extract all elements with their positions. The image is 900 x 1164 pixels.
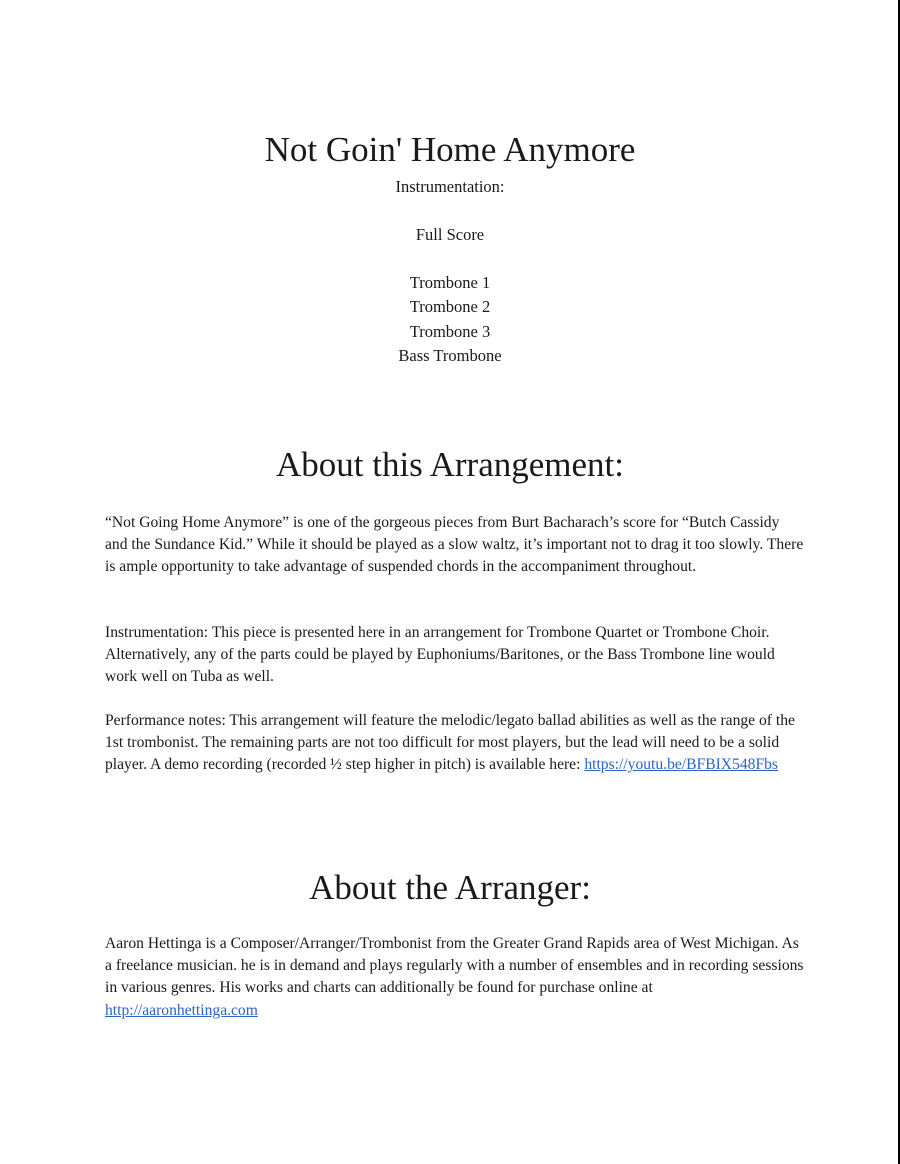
performance-notes-paragraph	[105, 710, 805, 777]
arranger-website-link[interactable]: http://aaronhettinga.com	[105, 1001, 258, 1019]
part-item: Bass Trombone	[398, 345, 502, 365]
part-item: Trombone 1	[409, 273, 491, 292]
about-arranger-heading: About the Arranger:	[309, 868, 591, 907]
parts-list	[0, 271, 900, 368]
instrumentation-label: Instrumentation:	[395, 177, 505, 196]
performance-notes-text: Performance notes: This arrangement will feature the melodic/legato ballad abilities as well as the range of the 1st trombonist. The remaining parts are not too difficult for most players, but the lead will need to be a solid player. A demo recording (recorded ½ step higher in pitch) is available here:	[105, 712, 795, 774]
arranger-paragraph	[105, 933, 805, 1022]
demo-recording-link[interactable]: https://youtu.be/BFBIX548Fbs	[584, 756, 778, 774]
part-item: Trombone 3	[409, 321, 491, 341]
document-title: Not Goin' Home Anymore	[264, 130, 636, 169]
arranger-bio-text: Aaron Hettinga is a Composer/Arranger/Trombonist from the Greater Grand Rapids area of West Michigan. As a freelance musician. he is in demand and plays regularly with a number of ensembles and in recording sessions in various genres. His works and charts can additionally be found for purchase online at	[105, 935, 804, 997]
about-arrangement-heading: About this Arrangement:	[275, 445, 624, 484]
arrangement-paragraph: “Not Going Home Anymore” is one of the gorgeous pieces from Burt Bacharach’s score for “Butch Cassidy and the Sundance Kid.” While it should be played as a slow waltz, it’s important not to drag it too slowly. There is ample opportunity to take advantage of suspended chords in the accompaniment throughout.	[105, 514, 804, 576]
full-score-label: Full Score	[415, 225, 485, 244]
instrumentation-paragraph: Instrumentation: This piece is presented here in an arrangement for Trombone Quartet or Trombone Choir. Alternatively, any of the parts could be played by Euphoniums/Baritones, or the Bass Trombone line would work well on Tuba as well.	[105, 624, 775, 686]
part-item: Trombone 2	[409, 297, 491, 317]
